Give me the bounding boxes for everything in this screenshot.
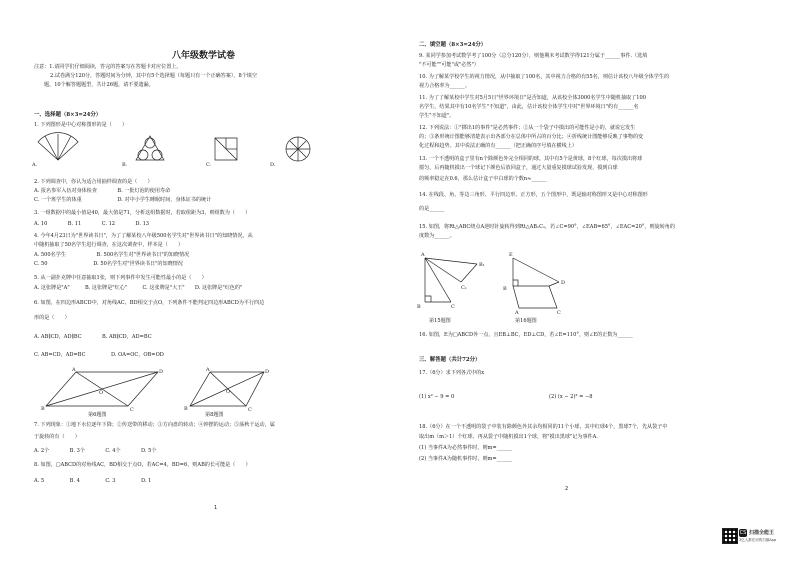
fig16-label-e: E bbox=[509, 252, 513, 258]
fig15-label-c1: C₁ bbox=[461, 285, 467, 291]
fig8-caption: 第8题图 bbox=[205, 412, 224, 418]
fig15-label-b1: B₁ bbox=[479, 262, 485, 268]
fan-shape-figure bbox=[38, 133, 78, 160]
figure-8 bbox=[184, 367, 270, 413]
question-4-line-1: 4. 今年4月23日为"世界读书日"，为了了解某校八年级500名学生对"世界读书日"的知晓情况，从 bbox=[34, 233, 253, 239]
question-2-line-1: 2. 下列调查中，你认为适合用抽样调查的是（ ） bbox=[34, 179, 153, 185]
question-3-line-1: 3. 一组数据中的最小值是40，最大值是71，分析这组数据时，若取组距为3，则组数为（ ） bbox=[34, 210, 251, 216]
fill-line-6: 名学生，结果其中有10名学生"不知道"，由此，估计该校全体学生中对"世界环境日"约有______名 bbox=[419, 104, 639, 110]
fig6-label-c: C bbox=[130, 407, 134, 413]
question-1: 1. 下列图形是中心对称图形的是（ ） bbox=[34, 122, 128, 128]
fill-line-5: 11. 为了了解某校中学生对5月5日"世界环境日"是否知道，从该校全体3000名学生中随机抽取了100 bbox=[419, 95, 646, 101]
fill-line-7: 学生"不知道"。 bbox=[419, 113, 455, 119]
fig6-label-d: D bbox=[159, 369, 164, 375]
q1-label-d: D. bbox=[270, 162, 276, 168]
pinwheel-square-figure bbox=[215, 138, 237, 160]
fig16-label-b: B bbox=[503, 286, 507, 292]
fig8-label-o: O bbox=[226, 389, 231, 395]
fill-line-13: 的频率稳定在0.6，那么估计盒子中白球的个数n≈______ bbox=[419, 176, 547, 182]
fig6-caption: 第6题图 bbox=[88, 412, 107, 418]
question-6-line-1: 6. 如图，在四边形ABCD中，对角线AC、BD相交于点O，下列条件不能判定四边形ABCD为平行四边 bbox=[34, 300, 265, 306]
fig16-label-d: D bbox=[561, 280, 566, 286]
fill-line-3: 10. 为了解某学校学生的视力情况，从中抽取了100名，其中视力合格的有55名，则估计该校八年级全体学生的 bbox=[419, 74, 670, 80]
question-7-line-3: A. 2个 B. 3个 C. 4个 D. 5个 bbox=[34, 448, 157, 454]
note-line-3: 题，10个解答题题型，共计26题，请不要遗漏。 bbox=[44, 82, 154, 88]
note-line-2: 2.试卷满分120分，答题时间为分钟，其中有5个选择题（每题只有一个正确答案），8个填空 bbox=[50, 73, 257, 79]
fig16-label-c: C bbox=[557, 310, 561, 316]
fig8-label-a: A bbox=[206, 367, 210, 373]
fig8-label-c: C bbox=[248, 407, 252, 413]
question-4-line-2: 中随机抽取了50名学生进行调查，在这次调查中，样本是（ ） bbox=[34, 242, 184, 248]
section-3-heading: 三、解答题（共计72分） bbox=[419, 357, 481, 363]
question-2-line-3: C. 一个班学生的体重 D. 对中小学生睡眠时间，身体证书的统计 bbox=[34, 197, 212, 203]
question-18-line-4: (2) 当事件A为随机事件时，则m=______ bbox=[419, 456, 512, 462]
question-2-line-2: A. 报名参军入伍对身体检查 B. 一批灯泡的使用寿命 bbox=[34, 188, 171, 194]
page-number-1: 1 bbox=[214, 505, 218, 511]
exam-title: 八年级数学试卷 bbox=[172, 51, 236, 61]
qr-code-icon bbox=[722, 528, 738, 544]
fig15-caption: 第15题图 bbox=[429, 318, 451, 324]
question-17: 17.（6分）求下列各式中的x bbox=[419, 370, 485, 376]
fig16-caption: 第16题图 bbox=[515, 318, 537, 324]
watermark-label: 扫描全能王 bbox=[749, 530, 775, 536]
question-4-line-3: A. 500名学生 B. 500名学生对"世界读书日"的知晓情况 bbox=[34, 252, 190, 258]
question-4-line-4: C. 50 D. 50名学生对"世界读书日"的知晓情况 bbox=[34, 261, 183, 267]
triangle-circles-figure bbox=[136, 136, 164, 160]
page-number-2: 2 bbox=[565, 486, 569, 492]
fill-line-11: 13. 一个不透明的盒子里有n个除颜色外完全相同的球，其中有5个是黄球，8个红球，每次摸出将球 bbox=[419, 156, 643, 162]
fig6-label-b: B bbox=[41, 406, 45, 412]
fill-line-1: 9. 某同学参加考试数学考了100分（总分120分），则他期末考试数学得121分属于______事件.（选填 bbox=[419, 53, 648, 59]
fill-line-12: 搅匀，后再随机摸出一个球记下颜色后放回盒子，通过大量重复摸球试验发现，摸到白球 bbox=[419, 165, 618, 171]
question-8-line-1: 8. 如图，□ABCD的对角线AC，BD相交于点O，若AC=4，BD=6，则AB的长可能是（ ） bbox=[34, 462, 251, 468]
question-17-part-2: (2) (x − 2)³ = −8 bbox=[549, 394, 593, 400]
note-line-1: 注意：1.请同学们仔细阅读，答完的答案写在答题卡对应位置上。 bbox=[34, 64, 182, 70]
question-7-line-1: 7. 下列现象：①地下水位逐年下降；②传送带的移动；③方向盘的转动；④钟摆的运动；⑤荡秋千运动，属 bbox=[34, 422, 275, 428]
watermark-sub: 3亿人都在用的扫描App bbox=[739, 538, 777, 542]
question-6-line-2: 形的是（ ） bbox=[34, 315, 70, 321]
fig6-label-a: A bbox=[72, 367, 76, 373]
question-15-line-1: 15. 如图，将Rt△ABC绕点A逆时针旋转得到Rt△AB₁C₁，若∠C=90°，∠EAB=65°，∠EAC=20°，则旋转角的 bbox=[419, 224, 675, 230]
section-1-heading: 一、选择题（8×3=24分） bbox=[34, 112, 102, 118]
figure-16 bbox=[503, 252, 589, 316]
fill-line-15: 的是______ bbox=[419, 206, 445, 212]
fig15-label-b: B bbox=[417, 304, 421, 310]
question-7-line-2: 于旋转的有（ ） bbox=[34, 434, 80, 440]
question-8-line-2: A. 5 B. 4 C. 3 D. 1 bbox=[34, 478, 152, 484]
q1-option-figures bbox=[30, 130, 320, 170]
question-3-line-2: A. 10 B. 11 C. 12 D. 13 bbox=[34, 221, 150, 227]
flower-figure bbox=[286, 137, 310, 161]
question-6-line-4: C. AB=CD，AD=BC D. OA=OC，OB=OD bbox=[34, 352, 164, 358]
question-5-line-1: 5. 从一副扑克牌中任意抽取1张，则下列事件中发生可能性最小的是（ ） bbox=[34, 275, 207, 281]
fig16-label-a: A bbox=[515, 310, 519, 316]
fig8-label-b: B bbox=[184, 406, 188, 412]
question-6-line-3: A. AB∥CD，AD∥BC B. AB∥CD，AD=BC bbox=[34, 334, 152, 340]
fill-line-2: "不可能""可能"或"必然"） bbox=[419, 62, 479, 68]
question-5-line-2: A. 这张牌是"A" B. 这张牌是"红心" C. 这张牌是"大王" D. 这张牌是"红色的" bbox=[34, 285, 243, 291]
figure-15 bbox=[417, 252, 501, 312]
fig6-label-o: O bbox=[99, 390, 104, 396]
fig15-label-a: A bbox=[421, 252, 425, 258]
exam-page-2 bbox=[397, 0, 794, 561]
question-18-line-3: (1) 当事件A为必然事件时，则m=______ bbox=[419, 445, 512, 451]
fill-line-4: 视力合格率为______。 bbox=[419, 83, 470, 89]
section-2-heading: 二、填空题（8×3=24分） bbox=[419, 42, 487, 48]
question-17-part-1: (1) x² − 9 = 0 bbox=[419, 394, 455, 400]
fill-line-10: 化过程和趋势。其中说法正确的有______（把正确的序号填在横线上） bbox=[419, 143, 577, 149]
question-18-line-1: 18.（6分）在一个不透明的袋子中装有除颜色外其余均相同的11个小球，其中红球4个，黑球7个，先从袋子中 bbox=[419, 424, 668, 430]
fill-line-9: 的；③条形统计图能够清楚表示出各部分在总体中所占的百分比；④折线统计图能够反映了事物的变 bbox=[419, 134, 644, 140]
question-15-line-2: 度数为______。 bbox=[419, 233, 455, 239]
fig15-label-c: C bbox=[451, 304, 455, 310]
fig8-label-d: D bbox=[265, 369, 270, 375]
q1-label-b: B. bbox=[122, 162, 128, 168]
question-16: 16. 如图，E为□ABCD外一点，且EB⊥BC，ED⊥CD，若∠E=110°，则∠E的正数为______ bbox=[419, 332, 633, 338]
q1-label-c: C. bbox=[206, 162, 212, 168]
fill-line-14: 14. 在线段、角、等边三角形、平行四边形、正方形，五个图形中，既是轴对称图形又是中心对称图形 bbox=[419, 192, 648, 198]
fill-line-8: 12. 下列说法：①"掷出1的事件"是必然事件；②从一个袋子中摸出的可能性是小的，就说它发生 bbox=[419, 125, 636, 131]
scanner-logo-icon: CS bbox=[739, 530, 747, 536]
figure-6 bbox=[41, 367, 166, 413]
q1-label-a: A. bbox=[32, 162, 38, 168]
question-18-line-2: 取出m（m＞1）个红球，再从袋子中随机摸出1个球，将"摸出黑球"记为事件A. bbox=[419, 434, 598, 440]
